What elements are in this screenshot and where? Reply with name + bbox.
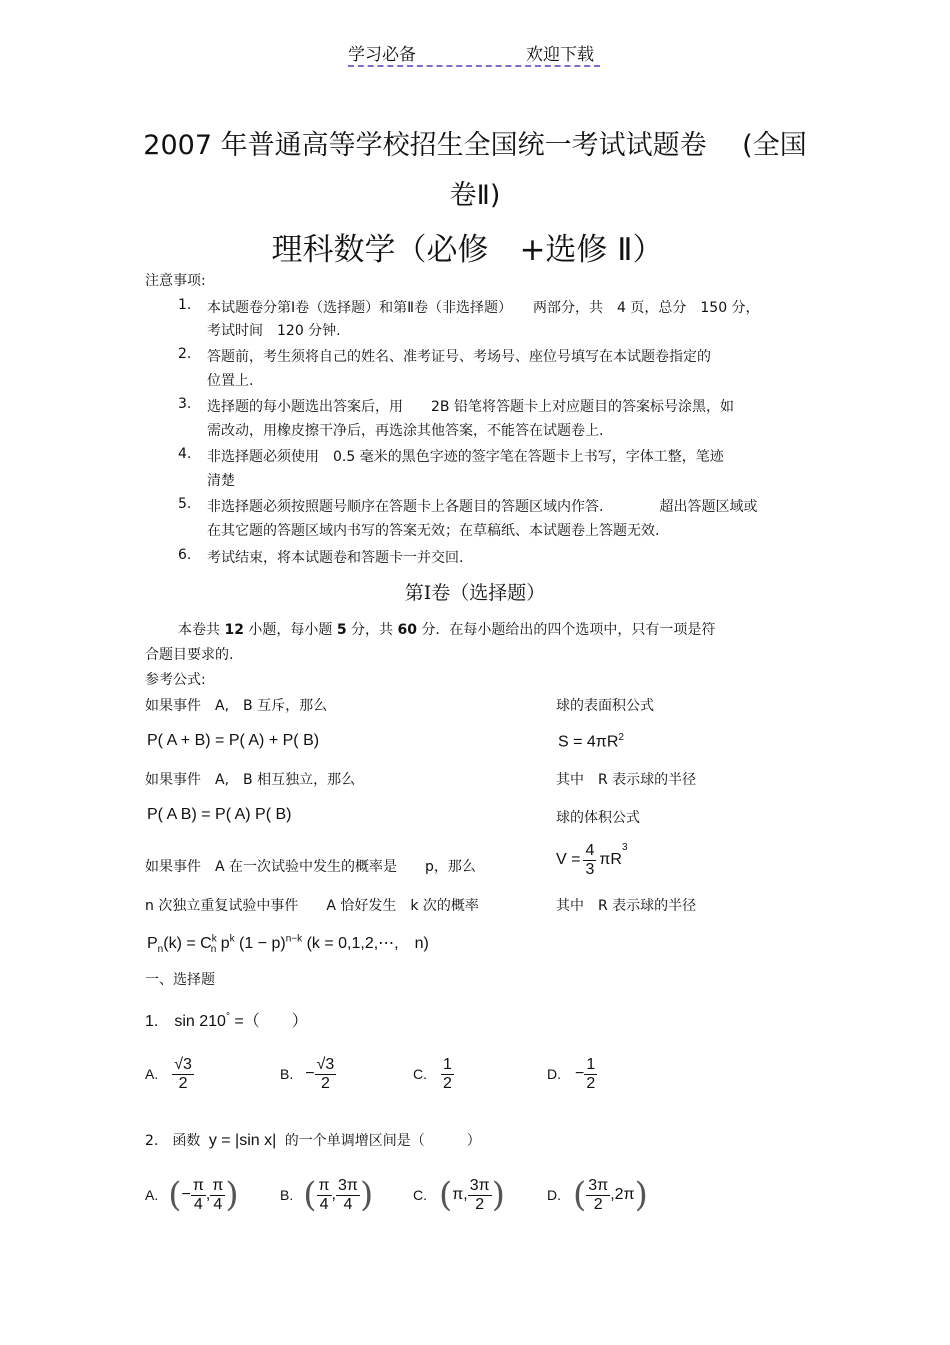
- question-2-function: y = |sin x|: [208, 1132, 277, 1149]
- note-text: 非选择题必须按照题号顺序在答题卡上各题目的答题区域内作答. 超出答题区域或: [207, 499, 758, 515]
- note-number: 1.: [178, 297, 192, 313]
- note-text: 清楚: [207, 473, 235, 489]
- question-1-option-b[interactable]: B. − $\frac{√3}{2}$: [280, 1056, 335, 1092]
- note-text: 考试结束，将本试题卷和答题卡一并交回.: [207, 550, 464, 566]
- note-text: 选择题的每小题选出答案后，用 2B 铅笔将答题卡上对应题目的答案标号涂黑，如: [207, 399, 734, 415]
- formula-condition: 如果事件 A, B 互斥，那么: [145, 698, 328, 714]
- formula-multiplication-rule: P( A B) = P( A) P( B): [147, 806, 292, 823]
- header-divider: [348, 65, 600, 67]
- formula-note: 其中 R 表示球的半径: [556, 898, 697, 914]
- question-2-option-b[interactable]: B. ( $\frac{\pi}{4}$ , $\frac{3\pi}{4}$ ): [280, 1175, 374, 1215]
- notes-heading: 注意事项:: [145, 273, 206, 289]
- formula-binomial: $P_n(k) = C^k_n$ $p^k$ $(1 - p)^{n-k}$ (k = 0,1,2,⋯, n): [147, 933, 429, 956]
- question-count: 12: [224, 622, 244, 638]
- note-number: 2.: [178, 346, 192, 362]
- points-each: 5: [336, 622, 347, 638]
- formula-addition-rule: P( A + B) = P( A) + P( B): [147, 732, 320, 749]
- note-text: 非选择题必须使用 0.5 毫米的黑色字迹的签字笔在答题卡上书写，字体工整，笔迹: [207, 449, 724, 465]
- question-2-option-c[interactable]: C. ( π, $\frac{3\pi}{2}$ ): [413, 1175, 505, 1215]
- note-text: 考试时间 120 分钟.: [207, 323, 341, 339]
- question-1-option-d[interactable]: D. − $\frac{1}{2}$: [547, 1056, 596, 1092]
- note-number: 3.: [178, 396, 192, 412]
- part-heading: 一、选择题: [145, 972, 215, 988]
- section-intro-line2: 合题目要求的.: [145, 647, 234, 663]
- reference-formulas-heading: 参考公式:: [145, 672, 206, 688]
- question-1-option-c[interactable]: C. $\frac{1}{2}$: [413, 1056, 452, 1092]
- note-text: 在其它题的答题区域内书写的答案无效；在草稿纸、本试题卷上答题无效.: [207, 523, 660, 539]
- section-title: 第Ⅰ卷（选择题）: [404, 582, 546, 604]
- header-left-text: 学习必备: [348, 45, 416, 65]
- section-intro: 本卷共 12 小题，每小题 5 分，共 60 分．在每小题给出的四个选项中，只有一项是符: [178, 622, 716, 638]
- question-2-stem: 2. 函数 y = |sin x| 的一个单调增区间是（ ）: [145, 1132, 481, 1149]
- page-header: [348, 40, 594, 65]
- formula-note: 其中 R 表示球的半径: [556, 772, 697, 788]
- note-text: 本试题卷分第Ⅰ卷（选择题）和第Ⅱ卷（非选择题） 两部分，共 4 页，总分 150 分，: [207, 300, 760, 316]
- note-number: 5.: [178, 496, 192, 512]
- formula-condition: n 次独立重复试验中事件 A 恰好发生 k 次的概率: [145, 898, 479, 914]
- question-1-option-a[interactable]: A. $\frac{√3}{2}$: [145, 1056, 192, 1092]
- exam-title-line1: 2007 年普通高等学校招生全国统一考试试题卷 (全国: [143, 130, 807, 161]
- points-total: 60: [397, 622, 417, 638]
- exam-subtitle: 理科数学（必修 +选修 Ⅱ）: [271, 232, 664, 268]
- question-2-option-a[interactable]: A. ( − $\frac{\pi}{4}$ , $\frac{\pi}{4}$ ): [145, 1175, 239, 1215]
- question-2-option-d[interactable]: D. ( $\frac{3\pi}{2}$ ,2π ): [547, 1175, 648, 1215]
- note-text: 位置上.: [207, 373, 254, 389]
- formula-title: 球的表面积公式: [556, 698, 654, 714]
- question-1-stem: 1. sin 210° =（ ）: [145, 1011, 308, 1030]
- formula-condition: 如果事件 A 在一次试验中发生的概率是 p，那么: [145, 859, 476, 875]
- note-number: 6.: [178, 547, 192, 563]
- note-text: 需改动，用橡皮擦干净后，再选涂其他答案，不能答在试题卷上.: [207, 423, 604, 439]
- formula-sphere-area: $S = 4\pi R^2$: [558, 732, 624, 751]
- note-text: 答题前，考生须将自己的姓名、准考证号、考场号、座位号填写在本试题卷指定的: [207, 349, 711, 365]
- note-number: 4.: [178, 446, 192, 462]
- formula-condition: 如果事件 A, B 相互独立，那么: [145, 772, 356, 788]
- exam-title-line2: 卷Ⅱ): [449, 180, 501, 211]
- header-right-text: 欢迎下载: [526, 45, 594, 65]
- formula-title: 球的体积公式: [556, 810, 640, 826]
- formula-sphere-volume: V = $\frac{4}{3}$ πR $^3$: [556, 842, 628, 878]
